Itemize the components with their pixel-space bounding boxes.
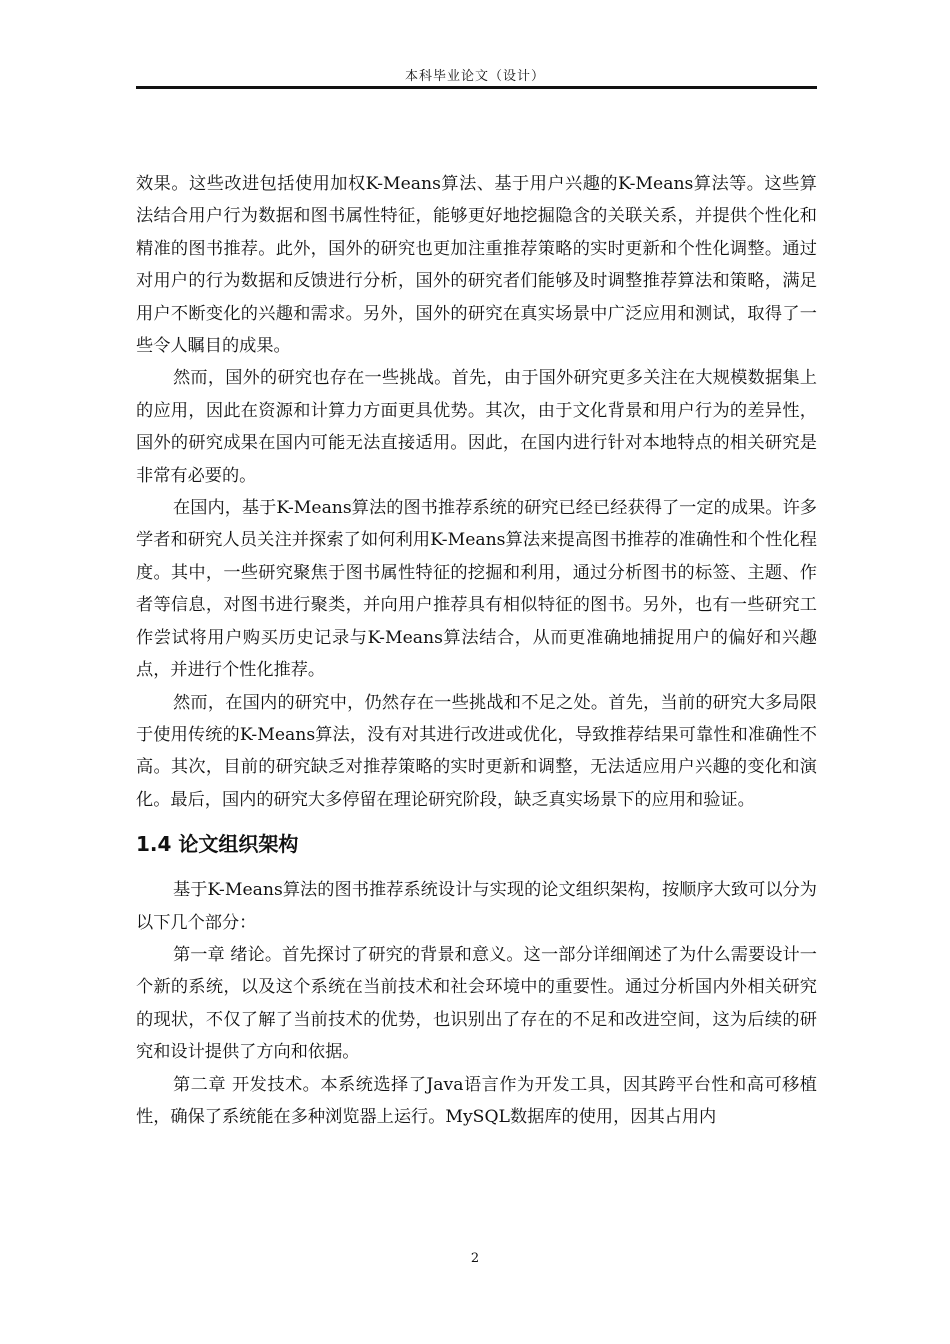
main-text — [136, 168, 817, 1133]
page-number: 2 — [470, 1251, 480, 1266]
section-heading: 1.4 论文组织架构 — [136, 832, 299, 857]
paragraph-continuation: 效果。这些改进包括使用加权K-Means算法、基于用户兴趣的K-Means算法等。这些算法结合用户行为数据和图书属性特征，能够更好地挖掘隐含的关联关系，并提供个性化和精准的图书推荐。此外，国外的研究也更加注重推荐策略的实时更新和个性化调整。通过对用户的行为数据和反馈进行分析，国外的研究者们能够及时调整推荐算法和策略，满足用户不断变化的兴趣和需求。另外，国外的研究在真实场景中广泛应用和测试，取得了一些令人瞩目的成果。 — [136, 174, 817, 357]
running-header: 本科毕业论文（设计） — [404, 69, 545, 84]
paragraph: 然而，在国内的研究中，仍然存在一些挑战和不足之处。首先，当前的研究大多局限于使用传统的K-Means算法，没有对其进行改进或优化，导致推荐结果可靠性和准确性不高。其次，目前的研究缺乏对推荐策略的实时更新和调整，无法适应用户兴趣的变化和演化。最后，国内的研究大多停留在理论研究阶段，缺乏真实场景下的应用和验证。 — [136, 692, 817, 810]
paragraph: 第二章 开发技术。本系统选择了Java语言作为开发工具，因其跨平台性和高可移植性，确保了系统能在多种浏览器上运行。MySQL数据库的使用，因其占用内 — [136, 1074, 817, 1127]
header-divider — [136, 86, 817, 89]
paragraph: 第一章 绪论。首先探讨了研究的背景和意义。这一部分详细阐述了为什么需要设计一个新的系统，以及这个系统在当前技术和社会环境中的重要性。通过分析国内外相关研究的现状，不仅了解了当前技术的优势，也识别出了存在的不足和改进空间，这为后续的研究和设计提供了方向和依据。 — [136, 944, 817, 1063]
paragraph: 在国内，基于K-Means算法的图书推荐系统的研究已经已经获得了一定的成果。许多学者和研究人员关注并探索了如何利用K-Means算法来提高图书推荐的准确性和个性化程度。其中，一些研究聚焦于图书属性特征的挖掘和利用，通过分析图书的标签、主题、作者等信息，对图书进行聚类，并向用户推荐具有相似特征的图书。另外，也有一些研究工作尝试将用户购买历史记录与K-Means算法结合，从而更准确地捕捉用户的偏好和兴趣点，并进行个性化推荐。 — [136, 498, 817, 681]
paragraph: 然而，国外的研究也存在一些挑战。首先，由于国外研究更多关注在大规模数据集上的应用，因此在资源和计算力方面更具优势。其次，由于文化背景和用户行为的差异性，国外的研究成果在国内可能无法直接适用。因此，在国内进行针对本地特点的相关研究是非常有必要的。 — [136, 368, 817, 486]
paragraph: 基于K-Means算法的图书推荐系统设计与实现的论文组织架构，按顺序大致可以分为以下几个部分： — [136, 880, 817, 933]
